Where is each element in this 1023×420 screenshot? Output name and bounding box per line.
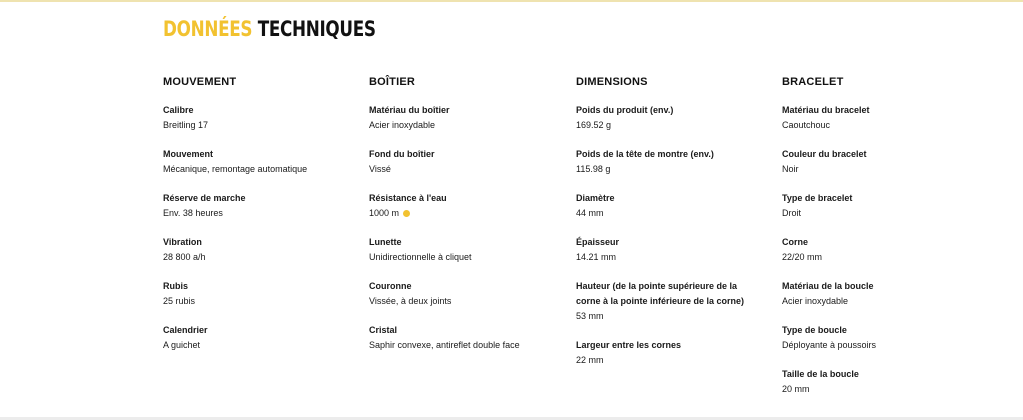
spec-label: Poids de la tête de montre (env.)	[576, 149, 714, 159]
spec-item	[782, 367, 972, 397]
spec-value: 20 mm	[782, 384, 810, 394]
spec-label: Hauteur (de la pointe supérieure de la corne à la pointe inférieure de la corne)	[576, 281, 745, 306]
spec-item	[782, 235, 972, 265]
spec-item	[369, 103, 559, 133]
spec-value: 1000 m	[369, 208, 400, 218]
spec-item	[369, 323, 559, 353]
spec-value: 53 mm	[576, 311, 604, 321]
spec-item	[576, 191, 756, 221]
spec-value: Env. 38 heures	[163, 208, 223, 218]
spec-label: Matériau de la boucle	[782, 281, 874, 291]
spec-value: 22 mm	[576, 355, 604, 365]
spec-value: Vissé	[369, 164, 391, 174]
spec-value: Acier inoxydable	[369, 120, 436, 130]
spec-label: Diamètre	[576, 193, 615, 203]
spec-label: Couleur du bracelet	[782, 149, 867, 159]
spec-item	[163, 191, 353, 221]
spec-label: Lunette	[369, 237, 402, 247]
top-divider	[0, 0, 1023, 2]
spec-item	[163, 323, 353, 353]
spec-value: Noir	[782, 164, 799, 174]
spec-value-row	[369, 206, 559, 221]
spec-item	[163, 147, 353, 177]
spec-label: Type de boucle	[782, 325, 847, 335]
spec-label: Corne	[782, 237, 809, 247]
spec-item	[782, 279, 972, 309]
spec-item	[782, 323, 972, 353]
spec-item	[163, 235, 353, 265]
spec-value: A guichet	[163, 340, 201, 350]
spec-value: Droit	[782, 208, 802, 218]
spec-item	[369, 147, 559, 177]
column-heading: MOUVEMENT	[163, 76, 237, 88]
spec-label: Réserve de marche	[163, 193, 246, 203]
spec-label: Rubis	[163, 281, 189, 291]
title-main: TECHNIQUES	[257, 17, 376, 41]
spec-value: Breitling 17	[163, 120, 209, 130]
spec-item	[782, 103, 972, 133]
column-heading: DIMENSIONS	[576, 76, 648, 88]
spec-value: Mécanique, remontage automatique	[163, 164, 308, 174]
spec-value: 28 800 a/h	[163, 252, 206, 262]
spec-item	[163, 279, 353, 309]
spec-item	[782, 147, 972, 177]
spec-label: Fond du boîtier	[369, 149, 435, 159]
column-heading: BOÎTIER	[369, 76, 416, 88]
spec-label: Type de bracelet	[782, 193, 853, 203]
column-boitier	[369, 75, 559, 367]
column-bracelet	[782, 75, 972, 411]
column-dimensions	[576, 75, 756, 382]
title-accent: DONNÉES	[163, 17, 253, 41]
spec-label: Largeur entre les cornes	[576, 340, 682, 350]
spec-value: 115.98 g	[576, 164, 611, 174]
spec-item	[369, 191, 559, 221]
spec-label: Mouvement	[163, 149, 214, 159]
spec-label: Résistance à l'eau	[369, 193, 447, 203]
spec-label: Cristal	[369, 325, 398, 335]
spec-item	[576, 103, 756, 133]
spec-value: Acier inoxydable	[782, 296, 849, 306]
column-mouvement	[163, 75, 353, 367]
spec-item	[782, 191, 972, 221]
spec-value: Saphir convexe, antireflet double face	[369, 340, 520, 350]
spec-value: Déployante à poussoirs	[782, 340, 877, 350]
spec-label: Matériau du bracelet	[782, 105, 870, 115]
spec-item	[576, 338, 756, 368]
spec-label: Vibration	[163, 237, 202, 247]
spec-label: Poids du produit (env.)	[576, 105, 674, 115]
spec-label: Couronne	[369, 281, 412, 291]
spec-value: Unidirectionnelle à cliquet	[369, 252, 472, 262]
spec-item	[163, 103, 353, 133]
spec-label: Matériau du boîtier	[369, 105, 450, 115]
spec-label: Taille de la boucle	[782, 369, 859, 379]
column-heading: BRACELET	[782, 76, 844, 88]
spec-item	[576, 147, 756, 177]
spec-label: Calendrier	[163, 325, 208, 335]
spec-value: 25 rubis	[163, 296, 196, 306]
spec-value: 44 mm	[576, 208, 604, 218]
spec-value: 14.21 mm	[576, 252, 617, 262]
spec-label: Épaisseur	[576, 237, 620, 247]
section-title	[163, 17, 376, 41]
spec-item	[369, 279, 559, 309]
spec-value: Caoutchouc	[782, 120, 831, 130]
spec-value: Vissée, à deux joints	[369, 296, 452, 306]
spec-item	[369, 235, 559, 265]
spec-label: Calibre	[163, 105, 194, 115]
spec-item	[576, 235, 756, 265]
spec-value: 169.52 g	[576, 120, 612, 130]
spec-value: 22/20 mm	[782, 252, 823, 262]
info-icon[interactable]	[403, 210, 410, 217]
spec-item	[576, 279, 756, 324]
